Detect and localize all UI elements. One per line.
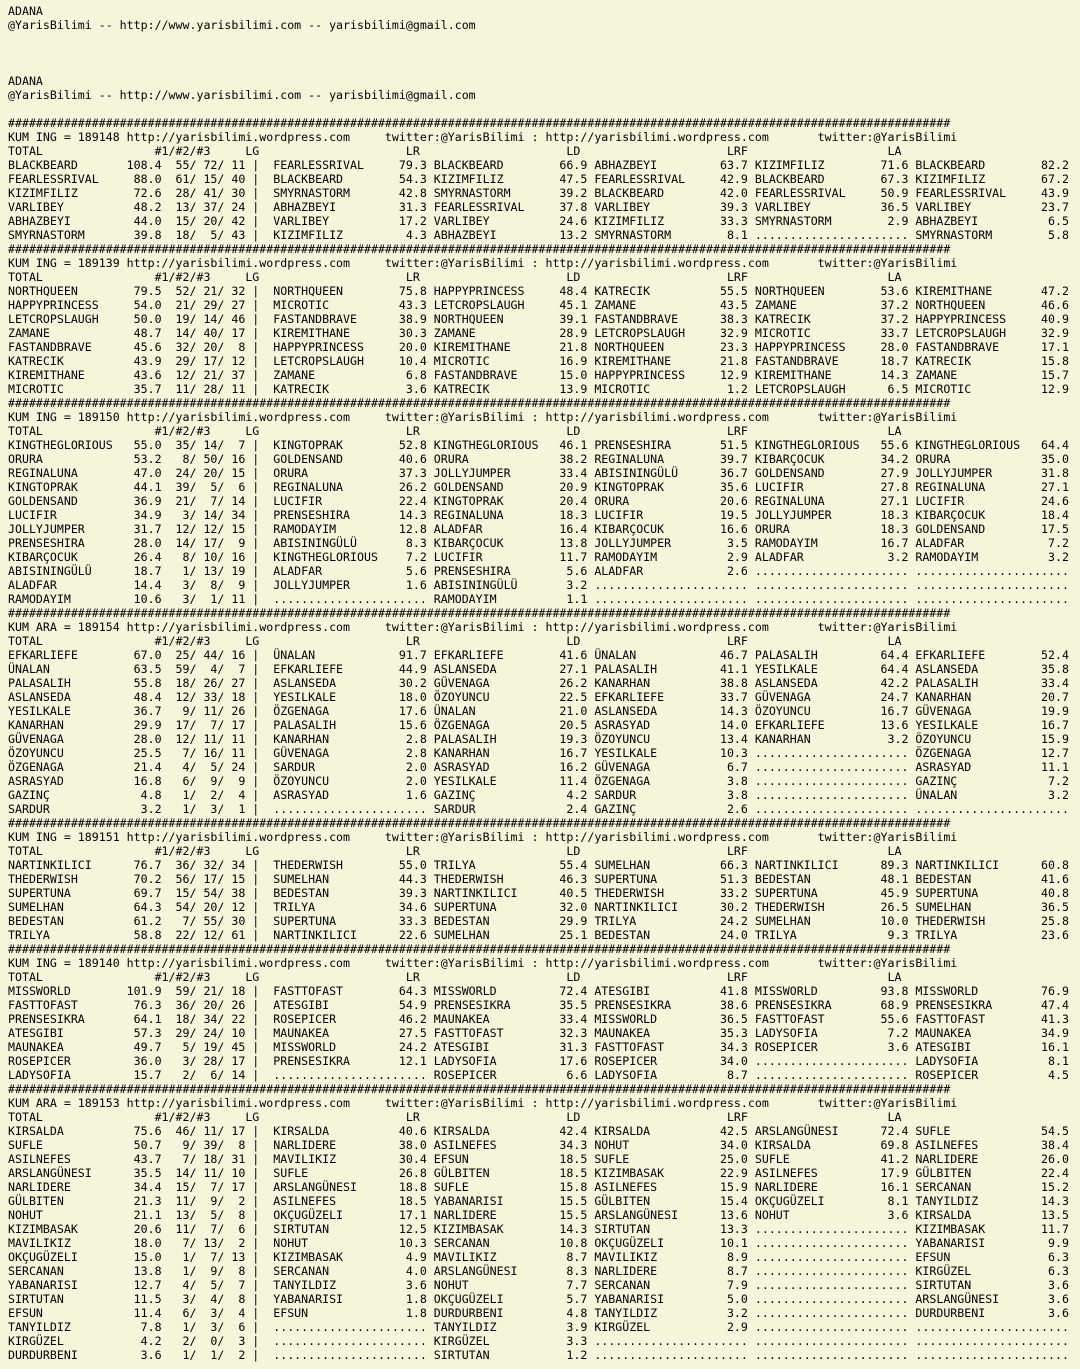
table-row: OKÇUGÜZELI 15.0 1/ 7/ 13 | KIZIMBASAK 4.9 MAVILIKIZ 8.7 MAVILIKIZ 8.9 ...................... EFSUN 6.3 (8, 1250, 1069, 1264)
table-row: NARTINKILICI 76.7 36/ 32/ 34 | THEDERWISH 55.0 TRILYA 55.4 SUMELHAN 66.3 NARTINKILICI 89.3 NARTINKILICI 60.8 (8, 858, 1069, 872)
table-row: LUCIFIR 34.9 3/ 14/ 34 | PRENSESHIRA 14.3 REGINALUNA 18.3 LUCIFIR 19.5 JOLLYJUMPER 18.3 KIBARÇOCUK 18.4 (8, 508, 1069, 522)
table-row: EFSUN 11.4 6/ 3/ 4 | EFSUN 1.8 DURDURBENI 4.8 TANYILDIZ 3.2 ...................... DURDURBENI 3.6 (8, 1306, 1069, 1320)
table-row: GÜVENAGA 28.0 12/ 11/ 11 | KANARHAN 2.8 PALASALIH 19.3 ÖZOYUNCU 13.4 KANARHAN 3.2 ÖZOYUNCU 15.9 (8, 732, 1069, 746)
table-row: KIRSALDA 75.6 46/ 11/ 17 | KIRSALDA 40.6 KIRSALDA 42.4 KIRSALDA 42.5 ARSLANGÜNESI 72.4 SUFLE 54.5 (8, 1124, 1069, 1138)
table-row: LADYSOFIA 15.7 2/ 6/ 14 | ...................... ROSEPICER 6.6 LADYSOFIA 8.7 ...................... ROSEPICER 4.5 (8, 1068, 1069, 1082)
column-header-row: TOTAL #1/#2/#3 LG LR LD LRF LA (8, 270, 902, 284)
table-row: KINGTOPRAK 44.1 39/ 5/ 6 | REGINALUNA 26.2 GOLDENSAND 20.9 KINGTOPRAK 35.6 LUCIFIR 27.8 REGINALUNA 27.1 (8, 480, 1069, 494)
race-block (8, 1082, 1080, 1362)
table-row: TANYILDIZ 7.8 1/ 3/ 6 | ...................... TANYILDIZ 3.9 KIRGÜZEL 2.9 ...................... ...................... (8, 1320, 1069, 1334)
table-row: EFKARLIEFE 67.0 25/ 44/ 16 | ÜNALAN 91.7 EFKARLIEFE 41.6 ÜNALAN 46.7 PALASALIH 64.4 EFKARLIEFE 52.4 (8, 648, 1069, 662)
table-row: JOLLYJUMPER 31.7 12/ 12/ 15 | RAMODAYIM 12.8 ALADFAR 16.4 KIBARÇOCUK 16.6 ORURA 18.3 GOLDENSAND 17.5 (8, 522, 1069, 536)
table-row: ÜNALAN 63.5 59/ 4/ 7 | EFKARLIEFE 44.9 ASLANSEDA 27.1 PALASALIH 41.1 YESILKALE 64.4 ASLANSEDA 35.8 (8, 662, 1069, 676)
table-row: ASLANSEDA 48.4 12/ 33/ 18 | YESILKALE 18.0 ÖZOYUNCU 22.5 EFKARLIEFE 33.7 GÜVENAGA 24.7 KANARHAN 20.7 (8, 690, 1069, 704)
table-row: ABHAZBEYI 44.0 15/ 20/ 42 | VARLIBEY 17.2 VARLIBEY 24.6 KIZIMFILIZ 33.3 SMYRNASTORM 2.9 ABHAZBEYI 6.5 (8, 214, 1069, 228)
race-title: KUM ARA = 189153 http://yarisbilimi.wordpress.com twitter:@YarisBilimi : http://yarisbilimi.wordpress.com twitter:@YarisBilimi (8, 1096, 958, 1110)
table-row: BLACKBEARD 108.4 55/ 72/ 11 | FEARLESSRIVAL 79.3 BLACKBEARD 66.9 ABHAZBEYI 63.7 KIZIMFILIZ 71.6 BLACKBEARD 82.2 (8, 158, 1069, 172)
document-header (8, 4, 1080, 116)
table-row: FEARLESSRIVAL 88.0 61/ 15/ 40 | BLACKBEARD 54.3 KIZIMFILIZ 47.5 FEARLESSRIVAL 42.9 BLACKBEARD 67.3 KIZIMFILIZ 67.2 (8, 172, 1069, 186)
separator-line: ####################################################################################################################################### (8, 242, 951, 256)
table-row: THEDERWISH 70.2 56/ 17/ 15 | SUMELHAN 44.3 THEDERWISH 46.3 SUPERTUNA 51.3 BEDESTAN 48.1 BEDESTAN 41.6 (8, 872, 1069, 886)
table-row: TRILYA 58.8 22/ 12/ 61 | NARTINKILICI 22.6 SUMELHAN 25.1 BEDESTAN 24.0 TRILYA 9.3 TRILYA 23.6 (8, 928, 1069, 942)
table-row: REGINALUNA 47.0 24/ 20/ 15 | ORURA 37.3 JOLLYJUMPER 33.4 ABISININGÜLÜ 36.7 GOLDENSAND 27.9 JOLLYJUMPER 31.8 (8, 466, 1069, 480)
race-title: KUM ING = 189148 http://yarisbilimi.wordpress.com twitter:@YarisBilimi : http://yarisbilimi.wordpress.com twitter:@YarisBilimi (8, 130, 958, 144)
table-row: VARLIBEY 48.2 13/ 37/ 24 | ABHAZBEYI 31.3 FEARLESSRIVAL 37.8 VARLIBEY 39.3 VARLIBEY 36.5 VARLIBEY 23.7 (8, 200, 1069, 214)
table-row: KANARHAN 29.9 17/ 7/ 17 | PALASALIH 15.6 ÖZGENAGA 20.5 ASRASYAD 14.0 EFKARLIEFE 13.6 YESILKALE 16.7 (8, 718, 1069, 732)
race-title: KUM ING = 189150 http://yarisbilimi.wordpress.com twitter:@YarisBilimi : http://yarisbilimi.wordpress.com twitter:@YarisBilimi (8, 410, 958, 424)
column-header-row: TOTAL #1/#2/#3 LG LR LD LRF LA (8, 970, 902, 984)
blank-line (8, 60, 1080, 74)
separator-line: ####################################################################################################################################### (8, 606, 951, 620)
table-row: SUPERTUNA 69.7 15/ 54/ 38 | BEDESTAN 39.3 NARTINKILICI 40.5 THEDERWISH 33.2 SUPERTUNA 45.9 SUPERTUNA 40.8 (8, 886, 1069, 900)
race-title: KUM ING = 189139 http://yarisbilimi.wordpress.com twitter:@YarisBilimi : http://yarisbilimi.wordpress.com twitter:@YarisBilimi (8, 256, 958, 270)
column-header-row: TOTAL #1/#2/#3 LG LR LD LRF LA (8, 844, 902, 858)
table-row: FASTANDBRAVE 45.6 32/ 20/ 8 | HAPPYPRINCESS 20.0 KIREMITHANE 21.8 NORTHQUEEN 23.3 HAPPYPRINCESS 28.0 FASTANDBRAVE 17.1 (8, 340, 1069, 354)
table-row: LETCROPSLAUGH 50.0 19/ 14/ 46 | FASTANDBRAVE 38.9 NORTHQUEEN 39.1 FASTANDBRAVE 38.3 KATRECIK 37.2 HAPPYPRINCESS 40.9 (8, 312, 1069, 326)
table-row: ASRASYAD 16.8 6/ 9/ 9 | ÖZOYUNCU 2.0 YESILKALE 11.4 ÖZGENAGA 3.8 ...................... GAZINÇ 7.2 (8, 774, 1069, 788)
table-row: KIZIMBASAK 20.6 11/ 7/ 6 | SIRTUTAN 12.5 KIZIMBASAK 14.3 SIRTUTAN 13.3 ...................... KIZIMBASAK 11.7 (8, 1222, 1069, 1236)
race-title: KUM ING = 189151 http://yarisbilimi.wordpress.com twitter:@YarisBilimi : http://yarisbilimi.wordpress.com twitter:@YarisBilimi (8, 830, 958, 844)
table-row: RAMODAYIM 10.6 3/ 1/ 11 | ...................... RAMODAYIM 1.1 ...................... ...................... ...................... (8, 592, 1069, 606)
table-row: BEDESTAN 61.2 7/ 55/ 30 | SUPERTUNA 33.3 BEDESTAN 29.9 TRILYA 24.2 SUMELHAN 10.0 THEDERWISH 25.8 (8, 914, 1069, 928)
table-row: NARLIDERE 34.4 15/ 7/ 17 | ARSLANGÜNESI 18.8 SUFLE 15.8 ASILNEFES 15.9 NARLIDERE 16.1 SERCANAN 15.2 (8, 1180, 1069, 1194)
table-row: KIREMITHANE 43.6 12/ 21/ 37 | ZAMANE 6.8 FASTANDBRAVE 15.0 HAPPYPRINCESS 12.9 KIREMITHANE 14.3 ZAMANE 15.7 (8, 368, 1069, 382)
table-row: KIRGÜZEL 4.2 2/ 0/ 3 | ...................... KIRGÜZEL 3.3 ...................... ...................... ...................... (8, 1334, 1069, 1348)
blank-line (8, 32, 1080, 46)
table-row: SMYRNASTORM 39.8 18/ 5/ 43 | KIZIMFILIZ 4.3 ABHAZBEYI 13.2 SMYRNASTORM 8.1 ...................... SMYRNASTORM 5.8 (8, 228, 1069, 242)
blank-line (8, 46, 1080, 60)
table-row: GÜLBITEN 21.3 11/ 9/ 2 | ASILNEFES 18.5 YABANARISI 15.5 GÜLBITEN 15.4 OKÇUGÜZELI 8.1 TANYILDIZ 14.3 (8, 1194, 1069, 1208)
table-row: PRENSESIKRA 64.1 18/ 34/ 22 | ROSEPICER 46.2 MAUNAKEA 33.4 MISSWORLD 36.5 FASTTOFAST 55.6 FASTTOFAST 41.3 (8, 1012, 1069, 1026)
table-row: MICROTIC 35.7 11/ 28/ 11 | KATRECIK 3.6 KATRECIK 13.9 MICROTIC 1.2 LETCROPSLAUGH 6.5 MICROTIC 12.9 (8, 382, 1069, 396)
table-row: KIZIMFILIZ 72.6 28/ 41/ 30 | SMYRNASTORM 42.8 SMYRNASTORM 39.2 BLACKBEARD 42.0 FEARLESSRIVAL 50.9 FEARLESSRIVAL 43.9 (8, 186, 1069, 200)
race-list (8, 116, 1080, 1362)
race-block (8, 816, 1080, 942)
track-name: ADANA (8, 4, 43, 18)
column-header-row: TOTAL #1/#2/#3 LG LR LD LRF LA (8, 634, 902, 648)
table-row: MAUNAKEA 49.7 5/ 19/ 45 | MISSWORLD 24.2 ATESGIBI 31.3 FASTTOFAST 34.3 ROSEPICER 3.6 ATESGIBI 16.1 (8, 1040, 1069, 1054)
separator-line: ####################################################################################################################################### (8, 396, 951, 410)
table-row: ÖZGENAGA 21.4 4/ 5/ 24 | SARDUR 2.0 ASRASYAD 16.2 GÜVENAGA 6.7 ...................... ASRASYAD 11.1 (8, 760, 1069, 774)
separator-line: ####################################################################################################################################### (8, 116, 951, 130)
table-row: HAPPYPRINCESS 54.0 21/ 29/ 27 | MICROTIC 43.3 LETCROPSLAUGH 45.1 ZAMANE 43.5 ZAMANE 37.2 NORTHQUEEN 46.6 (8, 298, 1069, 312)
column-header-row: TOTAL #1/#2/#3 LG LR LD LRF LA (8, 424, 902, 438)
race-block (8, 396, 1080, 606)
table-row: ASILNEFES 43.7 7/ 18/ 31 | MAVILIKIZ 30.4 EFSUN 18.5 SUFLE 25.0 SUFLE 41.2 NARLIDERE 26.0 (8, 1152, 1069, 1166)
race-block (8, 242, 1080, 396)
blank-line (8, 102, 1080, 116)
race-block (8, 606, 1080, 816)
race-block (8, 942, 1080, 1082)
table-row: ALADFAR 14.4 3/ 8/ 9 | JOLLYJUMPER 1.6 ABISININGÜLÜ 3.2 ...................... ...................... ...................... (8, 578, 1069, 592)
table-row: MAVILIKIZ 18.0 7/ 13/ 2 | NOHUT 10.3 SERCANAN 10.8 OKÇUGÜZELI 10.1 ...................... YABANARISI 9.9 (8, 1236, 1069, 1250)
table-row: KATRECIK 43.9 29/ 17/ 12 | LETCROPSLAUGH 10.4 MICROTIC 16.9 KIREMITHANE 21.8 FASTANDBRAVE 18.7 KATRECIK 15.8 (8, 354, 1069, 368)
table-row: ORURA 53.2 8/ 50/ 16 | GOLDENSAND 40.6 ORURA 38.2 REGINALUNA 39.7 KIBARÇOCUK 34.2 ORURA 35.0 (8, 452, 1069, 466)
table-row: PALASALIH 55.8 18/ 26/ 27 | ASLANSEDA 30.2 GÜVENAGA 26.2 KANARHAN 38.8 ASLANSEDA 42.2 PALASALIH 33.4 (8, 676, 1069, 690)
site-info-line: @YarisBilimi -- http://www.yarisbilimi.com -- yarisbilimi@gmail.com (8, 18, 476, 32)
table-row: FASTTOFAST 76.3 36/ 20/ 26 | ATESGIBI 54.9 PRENSESIKRA 35.5 PRENSESIKRA 38.6 PRENSESIKRA 68.9 PRENSESIKRA 47.4 (8, 998, 1069, 1012)
table-row: ABISININGÜLÜ 18.7 1/ 13/ 19 | ALADFAR 5.6 PRENSESHIRA 5.6 ALADFAR 2.6 ...................... ...................... (8, 564, 1069, 578)
table-row: SUMELHAN 64.3 54/ 20/ 12 | TRILYA 34.6 SUPERTUNA 32.0 NARTINKILICI 30.2 THEDERWISH 26.5 SUMELHAN 36.5 (8, 900, 1069, 914)
table-row: SERCANAN 13.8 1/ 9/ 8 | SERCANAN 4.0 ARSLANGÜNESI 8.3 NARLIDERE 8.7 ...................... KIRGÜZEL 6.3 (8, 1264, 1069, 1278)
race-title: KUM ING = 189140 http://yarisbilimi.wordpress.com twitter:@YarisBilimi : http://yarisbilimi.wordpress.com twitter:@YarisBilimi (8, 956, 958, 970)
race-block (8, 116, 1080, 242)
separator-line: ####################################################################################################################################### (8, 816, 951, 830)
table-row: NORTHQUEEN 79.5 52/ 21/ 32 | NORTHQUEEN 75.8 HAPPYPRINCESS 48.4 KATRECIK 55.5 NORTHQUEEN 53.6 KIREMITHANE 47.2 (8, 284, 1069, 298)
table-row: KINGTHEGLORIOUS 55.0 35/ 14/ 7 | KINGTOPRAK 52.8 KINGTHEGLORIOUS 46.1 PRENSESHIRA 51.5 KINGTHEGLORIOUS 55.6 KINGTHEGLORIOUS 64.4 (8, 438, 1069, 452)
table-row: NOHUT 21.1 13/ 5/ 8 | OKÇUGÜZELI 17.1 NARLIDERE 15.5 ARSLANGÜNESI 13.6 NOHUT 3.6 KIRSALDA 13.5 (8, 1208, 1069, 1222)
table-row: DURDURBENI 3.6 1/ 1/ 2 | ...................... SIRTUTAN 1.2 ...................... ...................... ...................... (8, 1348, 1069, 1362)
table-row: PRENSESHIRA 28.0 14/ 17/ 9 | ABISININGÜLÜ 8.3 KIBARÇOCUK 13.8 JOLLYJUMPER 3.5 RAMODAYIM 16.7 ALADFAR 7.2 (8, 536, 1069, 550)
column-header-row: TOTAL #1/#2/#3 LG LR LD LRF LA (8, 1110, 902, 1124)
table-row: MISSWORLD 101.9 59/ 21/ 18 | FASTTOFAST 64.3 MISSWORLD 72.4 ATESGIBI 41.8 MISSWORLD 93.8 MISSWORLD 76.9 (8, 984, 1069, 998)
site-info-line: @YarisBilimi -- http://www.yarisbilimi.com -- yarisbilimi@gmail.com (8, 88, 476, 102)
table-row: SIRTUTAN 11.5 3/ 4/ 8 | YABANARISI 1.8 OKÇUGÜZELI 5.7 YABANARISI 5.0 ...................... ARSLANGÜNESI 3.6 (8, 1292, 1069, 1306)
table-row: YABANARISI 12.7 4/ 5/ 7 | TANYILDIZ 3.6 NOHUT 7.7 SERCANAN 7.9 ...................... SIRTUTAN 3.6 (8, 1278, 1069, 1292)
table-row: ARSLANGÜNESI 35.5 14/ 11/ 10 | SUFLE 26.8 GÜLBITEN 18.5 KIZIMBASAK 22.9 ASILNEFES 17.9 GÜLBITEN 22.4 (8, 1166, 1069, 1180)
table-row: YESILKALE 36.7 9/ 11/ 26 | ÖZGENAGA 17.6 ÜNALAN 21.0 ASLANSEDA 14.3 ÖZOYUNCU 16.7 GÜVENAGA 19.9 (8, 704, 1069, 718)
table-row: GAZINÇ 4.8 1/ 2/ 4 | ASRASYAD 1.6 GAZINÇ 4.2 SARDUR 3.8 ...................... ÜNALAN 3.2 (8, 788, 1069, 802)
table-row: GOLDENSAND 36.9 21/ 7/ 14 | LUCIFIR 22.4 KINGTOPRAK 20.4 ORURA 20.6 REGINALUNA 27.1 LUCIFIR 24.6 (8, 494, 1069, 508)
table-row: ROSEPICER 36.0 3/ 28/ 17 | PRENSESIKRA 12.1 LADYSOFIA 17.6 ROSEPICER 34.0 ...................... LADYSOFIA 8.1 (8, 1054, 1069, 1068)
race-title: KUM ARA = 189154 http://yarisbilimi.wordpress.com twitter:@YarisBilimi : http://yarisbilimi.wordpress.com twitter:@YarisBilimi (8, 620, 958, 634)
table-row: KIBARÇOCUK 26.4 8/ 10/ 16 | KINGTHEGLORIOUS 7.2 LUCIFIR 11.7 RAMODAYIM 2.9 ALADFAR 3.2 RAMODAYIM 3.2 (8, 550, 1069, 564)
table-row: ZAMANE 48.7 14/ 40/ 17 | KIREMITHANE 30.3 ZAMANE 28.9 LETCROPSLAUGH 32.9 MICROTIC 33.7 LETCROPSLAUGH 32.9 (8, 326, 1069, 340)
column-header-row: TOTAL #1/#2/#3 LG LR LD LRF LA (8, 144, 902, 158)
table-row: ATESGIBI 57.3 29/ 24/ 10 | MAUNAKEA 27.5 FASTTOFAST 32.3 MAUNAKEA 35.3 LADYSOFIA 7.2 MAUNAKEA 34.9 (8, 1026, 1069, 1040)
separator-line: ####################################################################################################################################### (8, 942, 951, 956)
table-row: SUFLE 50.7 9/ 39/ 8 | NARLIDERE 38.0 ASILNEFES 34.3 NOHUT 34.0 KIRSALDA 69.8 ASILNEFES 38.4 (8, 1138, 1069, 1152)
table-row: ÖZOYUNCU 25.5 7/ 16/ 11 | GÜVENAGA 2.8 KANARHAN 16.7 YESILKALE 10.3 ...................... ÖZGENAGA 12.7 (8, 746, 1069, 760)
track-name: ADANA (8, 74, 43, 88)
table-row: SARDUR 3.2 1/ 3/ 1 | ...................... SARDUR 2.4 GAZINÇ 2.6 ...................... ...................... (8, 802, 1069, 816)
separator-line: ####################################################################################################################################### (8, 1082, 951, 1096)
